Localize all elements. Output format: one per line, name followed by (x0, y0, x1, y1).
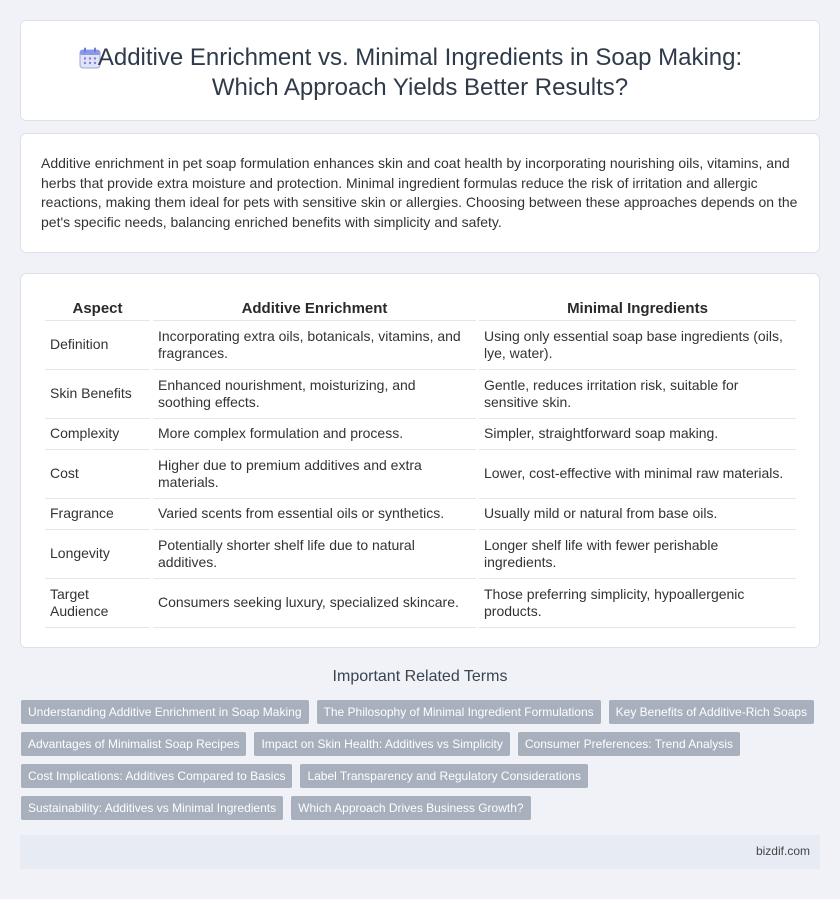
title-line-1: Additive Enrichment vs. Minimal Ingredients in Soap Making: (97, 44, 743, 71)
related-term-tag[interactable]: Advantages of Minimalist Soap Recipes (21, 732, 246, 756)
related-term-tag[interactable]: Sustainability: Additives vs Minimal Ingredients (21, 796, 283, 820)
minimal-cell: Simpler, straightforward soap making. (479, 419, 796, 450)
header-card (20, 20, 820, 121)
minimal-cell: Using only essential soap base ingredients (oils, lye, water). (479, 321, 796, 370)
minimal-cell: Usually mild or natural from base oils. (479, 499, 796, 530)
minimal-cell: Longer shelf life with fewer perishable ingredients. (479, 530, 796, 579)
minimal-cell: Gentle, reduces irritation risk, suitable for sensitive skin. (479, 370, 796, 419)
aspect-cell: Target Audience (45, 579, 150, 628)
table-row (45, 530, 796, 579)
related-term-tag[interactable]: Impact on Skin Health: Additives vs Simplicity (254, 732, 509, 756)
aspect-cell: Cost (45, 450, 150, 499)
enrichment-cell: Varied scents from essential oils or synthetics. (153, 499, 476, 530)
aspect-cell: Complexity (45, 419, 150, 450)
table-row (45, 370, 796, 419)
related-term-tag[interactable]: Key Benefits of Additive-Rich Soaps (609, 700, 814, 724)
related-term-tag[interactable]: Which Approach Drives Business Growth? (291, 796, 530, 820)
page-title (21, 43, 819, 103)
aspect-cell: Skin Benefits (45, 370, 150, 419)
aspect-cell: Definition (45, 321, 150, 370)
related-term-tag[interactable]: Understanding Additive Enrichment in Soap Making (21, 700, 309, 724)
column-header: Additive Enrichment (153, 296, 476, 321)
table-row (45, 419, 796, 450)
enrichment-cell: More complex formulation and process. (153, 419, 476, 450)
minimal-cell: Lower, cost-effective with minimal raw materials. (479, 450, 796, 499)
intro-card (20, 133, 820, 253)
enrichment-cell: Incorporating extra oils, botanicals, vitamins, and fragrances. (153, 321, 476, 370)
column-header: Minimal Ingredients (479, 296, 796, 321)
enrichment-cell: Enhanced nourishment, moisturizing, and soothing effects. (153, 370, 476, 419)
minimal-cell: Those preferring simplicity, hypoallergenic products. (479, 579, 796, 628)
aspect-cell: Longevity (45, 530, 150, 579)
comparison-card (20, 273, 820, 648)
enrichment-cell: Higher due to premium additives and extra materials. (153, 450, 476, 499)
related-term-tag[interactable]: Cost Implications: Additives Compared to Basics (21, 764, 292, 788)
related-term-tag[interactable]: The Philosophy of Minimal Ingredient Formulations (317, 700, 601, 724)
enrichment-cell: Potentially shorter shelf life due to natural additives. (153, 530, 476, 579)
table-row (45, 321, 796, 370)
intro-paragraph: Additive enrichment in pet soap formulation enhances skin and coat health by incorporating nourishing oils, vitamins, and herbs that provide extra moisture and protection. Minimal ingredient formulas reduce the risk of irritation and allergic reactions, making them ideal for pets with sensitive skin or allergies. Choosing between these approaches depends on the pet's specific needs, balancing enriched benefits with simplicity and safety. (41, 155, 798, 230)
table-row (45, 499, 796, 530)
site-link[interactable]: bizdif.com (755, 844, 810, 858)
enrichment-cell: Consumers seeking luxury, specialized skincare. (153, 579, 476, 628)
title-line-2: Which Approach Yields Better Results? (211, 74, 629, 101)
table-header-row (45, 296, 796, 321)
related-terms-heading: Important Related Terms (332, 668, 508, 685)
table-row (45, 450, 796, 499)
related-term-tag[interactable]: Consumer Preferences: Trend Analysis (518, 732, 740, 756)
column-header: Aspect (45, 296, 150, 321)
related-terms-list (21, 700, 821, 828)
related-term-tag[interactable]: Label Transparency and Regulatory Considerations (300, 764, 588, 788)
comparison-table (42, 296, 799, 628)
footer (20, 835, 820, 869)
table-row (45, 579, 796, 628)
aspect-cell: Fragrance (45, 499, 150, 530)
